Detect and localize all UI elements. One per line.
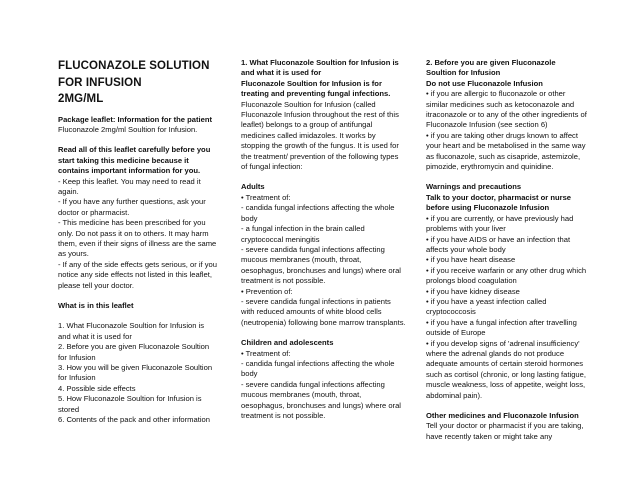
section-1-intro-text: Fluconazole Soultion for Infusion (called Fluconazole Infusion throughout the rest of this leaflet) belongs to a group of antifungal medicines called imidazoles. It works by stopping the growth of the fungus. It is used for the treatment/ prevention of the following types of fungal infection: <box>241 99 399 172</box>
column-middle <box>241 58 406 421</box>
list-item: • if you have heart disease <box>426 255 516 265</box>
adults-list <box>241 193 406 328</box>
list-item: - Keep this leaflet. You may need to read it again. <box>58 176 201 196</box>
warnings-list <box>426 214 588 401</box>
list-item: - candida fungal infections affecting the whole body <box>241 358 395 379</box>
list-item: - a fungal infection in the brain called cryptococcal meningitis <box>241 224 365 244</box>
list-item: • if you are taking other drugs known to affect your heart and be metabolised in the same way as fluconazole, such as cisapride, astemizole, pimozide, erythromycin and quinidine. <box>426 130 586 172</box>
list-item: - If any of the side effects gets serious, or if you notice any side effects not listed in this leaflet, please tell your doctor. <box>58 259 217 290</box>
column-right <box>426 58 588 442</box>
adults-heading: Adults <box>241 182 265 192</box>
title-line-1: FLUCONAZOLE SOLUTION <box>58 60 210 72</box>
list-item: • if you develop signs of 'adrenal insufficiency' where the adrenal glands do not produce adequate amounts of certain steroid hormones such as cortisol (chronic, or long lasting fatigue, muscle weakness, loss of appetite, weight loss, abdominal pain). <box>426 338 586 400</box>
toc-item: 2. Before you are given Fluconazole Soultion for Infusion <box>58 342 210 362</box>
section-1-intro-bold: Fluconazole Soultion for Infusion is for treating and preventing fungal infections. <box>241 78 391 99</box>
list-item: • if you have a yeast infection called cryptococcosis <box>426 296 547 317</box>
list-item: • if you are allergic to fluconazole or other similar medicines such as ketoconazole and itraconazole or to any of the other ingredients of Fluconazole Infusion (see section 6) <box>426 89 587 130</box>
document-title <box>58 58 218 108</box>
toc-item: 6. Contents of the pack and other information <box>58 415 210 425</box>
list-item: - candida fungal infections affecting the whole body <box>241 203 395 223</box>
children-heading: Children and adolescents <box>241 338 334 348</box>
list-item: • if you have AIDS or have an infection that affects your whole body <box>426 234 571 254</box>
toc-heading: What is in this leaflet <box>58 301 134 310</box>
list-item: - severe candida fungal infections in patients with reduced amounts of white blood cells (neutropenia) following bone marrow transplants. <box>241 296 406 327</box>
list-item: • if you are currently, or have previously had problems with your liver <box>426 213 574 234</box>
title-line-2: FOR INFUSION <box>58 76 142 89</box>
toc-item: 4. Possible side effects <box>58 383 136 393</box>
toc-list <box>58 321 218 425</box>
list-item: • if you have a fungal infection after travelling outside of Europe <box>426 317 577 338</box>
leaflet-subtitle: Fluconazole 2mg/ml Soultion for Infusion. <box>58 124 198 134</box>
section-1-heading: 1. What Fluconazole Soultion for Infusion is and what it is used for <box>241 58 399 78</box>
list-item: - severe candida fungal infections affecting mucous membranes (mouth, throat, oesophagus, bronchuses and lungs) where oral treatment is not possible. <box>241 244 401 286</box>
read-points-list <box>58 177 218 291</box>
children-list <box>241 349 406 422</box>
read-carefully-heading: Read all of this leaflet carefully before you start taking this medicine because it contains important information for you. <box>58 145 211 176</box>
talk-to-doctor-heading: Talk to your doctor, pharmacist or nurse before using Fluconazole Infusion <box>426 192 572 213</box>
list-item: • if you receive warfarin or any other drug which prolongs blood coagulation <box>426 265 587 286</box>
list-item: • Treatment of: <box>241 192 291 202</box>
section-2-heading: 2. Before you are given Fluconazole Soultion for Infusion <box>426 58 556 78</box>
toc-item: 3. How you will be given Fluconazole Soultion for Infusion <box>58 363 213 383</box>
warnings-heading: Warnings and precautions <box>426 182 522 192</box>
do-not-use-heading: Do not use Fluconazole Infusion <box>426 78 543 88</box>
list-item: - severe candida fungal infections affecting mucous membranes (mouth, throat, oesophagus, bronchuses and lungs) where oral treatment is not possible. <box>241 379 401 420</box>
column-left <box>58 58 218 425</box>
toc-item: 5. How Fluconazole Soultion for Infusion is stored <box>58 394 202 414</box>
other-medicines-heading: Other medicines and Fluconazole Infusion <box>426 411 579 420</box>
list-item: • if you have kidney disease <box>426 286 520 296</box>
other-medicines-text: Tell your doctor or pharmacist if you are taking, have recently taken or might take any <box>426 421 584 441</box>
leaflet-heading: Package leaflet: Information for the patient <box>58 114 213 124</box>
list-item: • Prevention of: <box>241 286 293 296</box>
list-item: - This medicine has been prescribed for you only. Do not pass it on to others. It may harm them, even if their signs of illness are the same as yours. <box>58 218 217 259</box>
list-item: • Treatment of: <box>241 348 291 358</box>
list-item: - If you have any further questions, ask your doctor or pharmacist. <box>58 197 206 217</box>
do-not-use-list <box>426 89 588 172</box>
title-line-3: 2MG/ML <box>58 93 104 105</box>
toc-item: 1. What Fluconazole Soultion for Infusion is and what it is used for <box>58 321 205 341</box>
